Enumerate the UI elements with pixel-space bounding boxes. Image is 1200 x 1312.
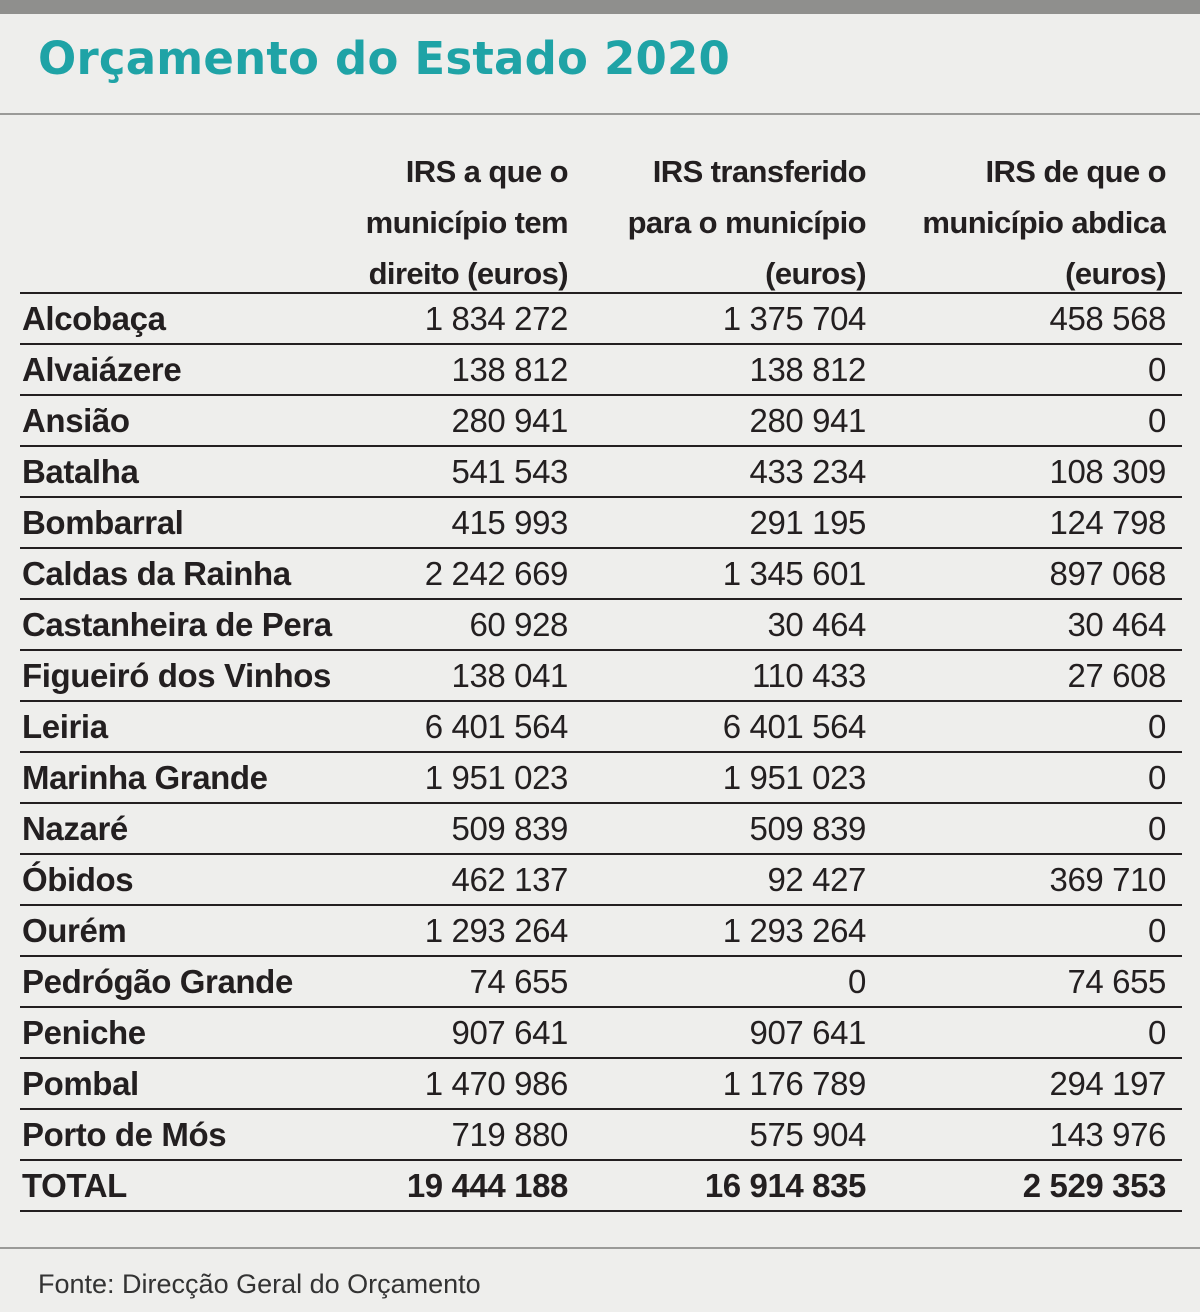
- table-row: [20, 651, 1182, 702]
- cell-irs-entitled: 6 401 564: [424, 708, 568, 745]
- cell-irs-waived: 0: [1148, 810, 1166, 847]
- cell-municipality: Peniche: [22, 1014, 146, 1051]
- table-row: [20, 294, 1182, 345]
- title-divider: [0, 113, 1200, 115]
- source-note: Fonte: Direcção Geral do Orçamento: [38, 1269, 481, 1299]
- total-irs-entitled: 19 444 188: [406, 1167, 568, 1204]
- cell-irs-transferred: 907 641: [749, 1014, 866, 1051]
- table-row: [20, 345, 1182, 396]
- cell-irs-entitled: 1 293 264: [424, 912, 568, 949]
- cell-irs-entitled: 1 834 272: [424, 300, 568, 337]
- cell-irs-transferred: 0: [848, 963, 866, 1000]
- cell-municipality: Leiria: [22, 708, 108, 745]
- cell-municipality: Castanheira de Pera: [22, 606, 332, 643]
- cell-irs-entitled: 280 941: [451, 402, 568, 439]
- header-irs-entitled: IRS a que o município tem direito (euros): [365, 154, 568, 291]
- cell-irs-waived: 0: [1148, 402, 1166, 439]
- cell-municipality: Óbidos: [22, 861, 134, 898]
- table-row: [20, 957, 1182, 1008]
- cell-municipality: Figueiró dos Vinhos: [22, 657, 331, 694]
- cell-municipality: Alvaiázere: [22, 351, 182, 388]
- cell-municipality: Porto de Mós: [22, 1116, 227, 1153]
- cell-irs-waived: 27 608: [1067, 657, 1166, 694]
- table-header-row: [20, 146, 1182, 294]
- cell-irs-waived: 0: [1148, 759, 1166, 796]
- cell-irs-waived: 0: [1148, 351, 1166, 388]
- cell-irs-transferred: 138 812: [749, 351, 866, 388]
- cell-municipality: Alcobaça: [22, 300, 166, 337]
- cell-municipality: Caldas da Rainha: [22, 555, 291, 592]
- cell-municipality: Bombarral: [22, 504, 184, 541]
- cell-irs-entitled: 2 242 669: [424, 555, 568, 592]
- top-bar: [0, 0, 1200, 14]
- cell-municipality: Pedrógão Grande: [22, 963, 293, 1000]
- cell-irs-waived: 108 309: [1049, 453, 1166, 490]
- cell-irs-transferred: 6 401 564: [722, 708, 866, 745]
- header-irs-waived: IRS de que o município abdica (euros): [922, 154, 1166, 291]
- cell-irs-waived: 458 568: [1049, 300, 1166, 337]
- cell-irs-transferred: 291 195: [749, 504, 866, 541]
- cell-irs-entitled: 138 041: [451, 657, 568, 694]
- cell-irs-waived: 0: [1148, 912, 1166, 949]
- cell-municipality: Ansião: [22, 402, 130, 439]
- table-row: [20, 549, 1182, 600]
- table-row: [20, 855, 1182, 906]
- cell-irs-waived: 143 976: [1049, 1116, 1166, 1153]
- cell-irs-waived: 124 798: [1049, 504, 1166, 541]
- table-row: [20, 498, 1182, 549]
- cell-municipality: Marinha Grande: [22, 759, 268, 796]
- cell-irs-transferred: 92 427: [767, 861, 866, 898]
- cell-irs-entitled: 462 137: [451, 861, 568, 898]
- cell-irs-waived: 74 655: [1067, 963, 1166, 1000]
- cell-irs-transferred: 575 904: [749, 1116, 866, 1153]
- table-row: [20, 804, 1182, 855]
- cell-municipality: Ourém: [22, 912, 127, 949]
- cell-irs-transferred: 1 951 023: [722, 759, 866, 796]
- table-row: [20, 1059, 1182, 1110]
- cell-municipality: Nazaré: [22, 810, 128, 847]
- cell-irs-entitled: 415 993: [451, 504, 568, 541]
- cell-irs-entitled: 509 839: [451, 810, 568, 847]
- table-row: [20, 702, 1182, 753]
- cell-irs-waived: 897 068: [1049, 555, 1166, 592]
- table-row: [20, 1110, 1182, 1161]
- cell-irs-waived: 369 710: [1049, 861, 1166, 898]
- total-irs-waived: 2 529 353: [1022, 1167, 1166, 1204]
- cell-municipality: Pombal: [22, 1065, 139, 1102]
- cell-irs-transferred: 509 839: [749, 810, 866, 847]
- cell-irs-entitled: 907 641: [451, 1014, 568, 1051]
- total-irs-transferred: 16 914 835: [704, 1167, 866, 1204]
- cell-irs-entitled: 541 543: [451, 453, 568, 490]
- cell-irs-transferred: 30 464: [767, 606, 866, 643]
- cell-irs-entitled: 1 470 986: [424, 1065, 568, 1102]
- cell-irs-waived: 30 464: [1067, 606, 1166, 643]
- cell-irs-entitled: 1 951 023: [424, 759, 568, 796]
- cell-irs-transferred: 1 293 264: [722, 912, 866, 949]
- cell-irs-entitled: 74 655: [469, 963, 568, 1000]
- budget-table: [20, 146, 1182, 1212]
- cell-irs-entitled: 719 880: [451, 1116, 568, 1153]
- cell-irs-entitled: 138 812: [451, 351, 568, 388]
- cell-irs-entitled: 60 928: [469, 606, 568, 643]
- cell-irs-transferred: 1 176 789: [722, 1065, 866, 1102]
- cell-irs-transferred: 280 941: [749, 402, 866, 439]
- cell-irs-transferred: 1 345 601: [722, 555, 866, 592]
- table-row: [20, 906, 1182, 957]
- cell-irs-waived: 294 197: [1049, 1065, 1166, 1102]
- table-total-row: [20, 1161, 1182, 1212]
- cell-irs-transferred: 110 433: [751, 657, 866, 694]
- cell-municipality: Batalha: [22, 453, 139, 490]
- table-row: [20, 600, 1182, 651]
- cell-irs-waived: 0: [1148, 1014, 1166, 1051]
- header-irs-transferred: IRS transferido para o município (euros): [627, 154, 866, 291]
- table-row: [20, 447, 1182, 498]
- cell-irs-transferred: 433 234: [749, 453, 866, 490]
- table-row: [20, 753, 1182, 804]
- cell-irs-transferred: 1 375 704: [722, 300, 866, 337]
- total-label: TOTAL: [22, 1167, 127, 1204]
- footer-divider: [0, 1247, 1200, 1249]
- cell-irs-waived: 0: [1148, 708, 1166, 745]
- page-title: Orçamento do Estado 2020: [38, 32, 731, 85]
- table-row: [20, 396, 1182, 447]
- table-row: [20, 1008, 1182, 1059]
